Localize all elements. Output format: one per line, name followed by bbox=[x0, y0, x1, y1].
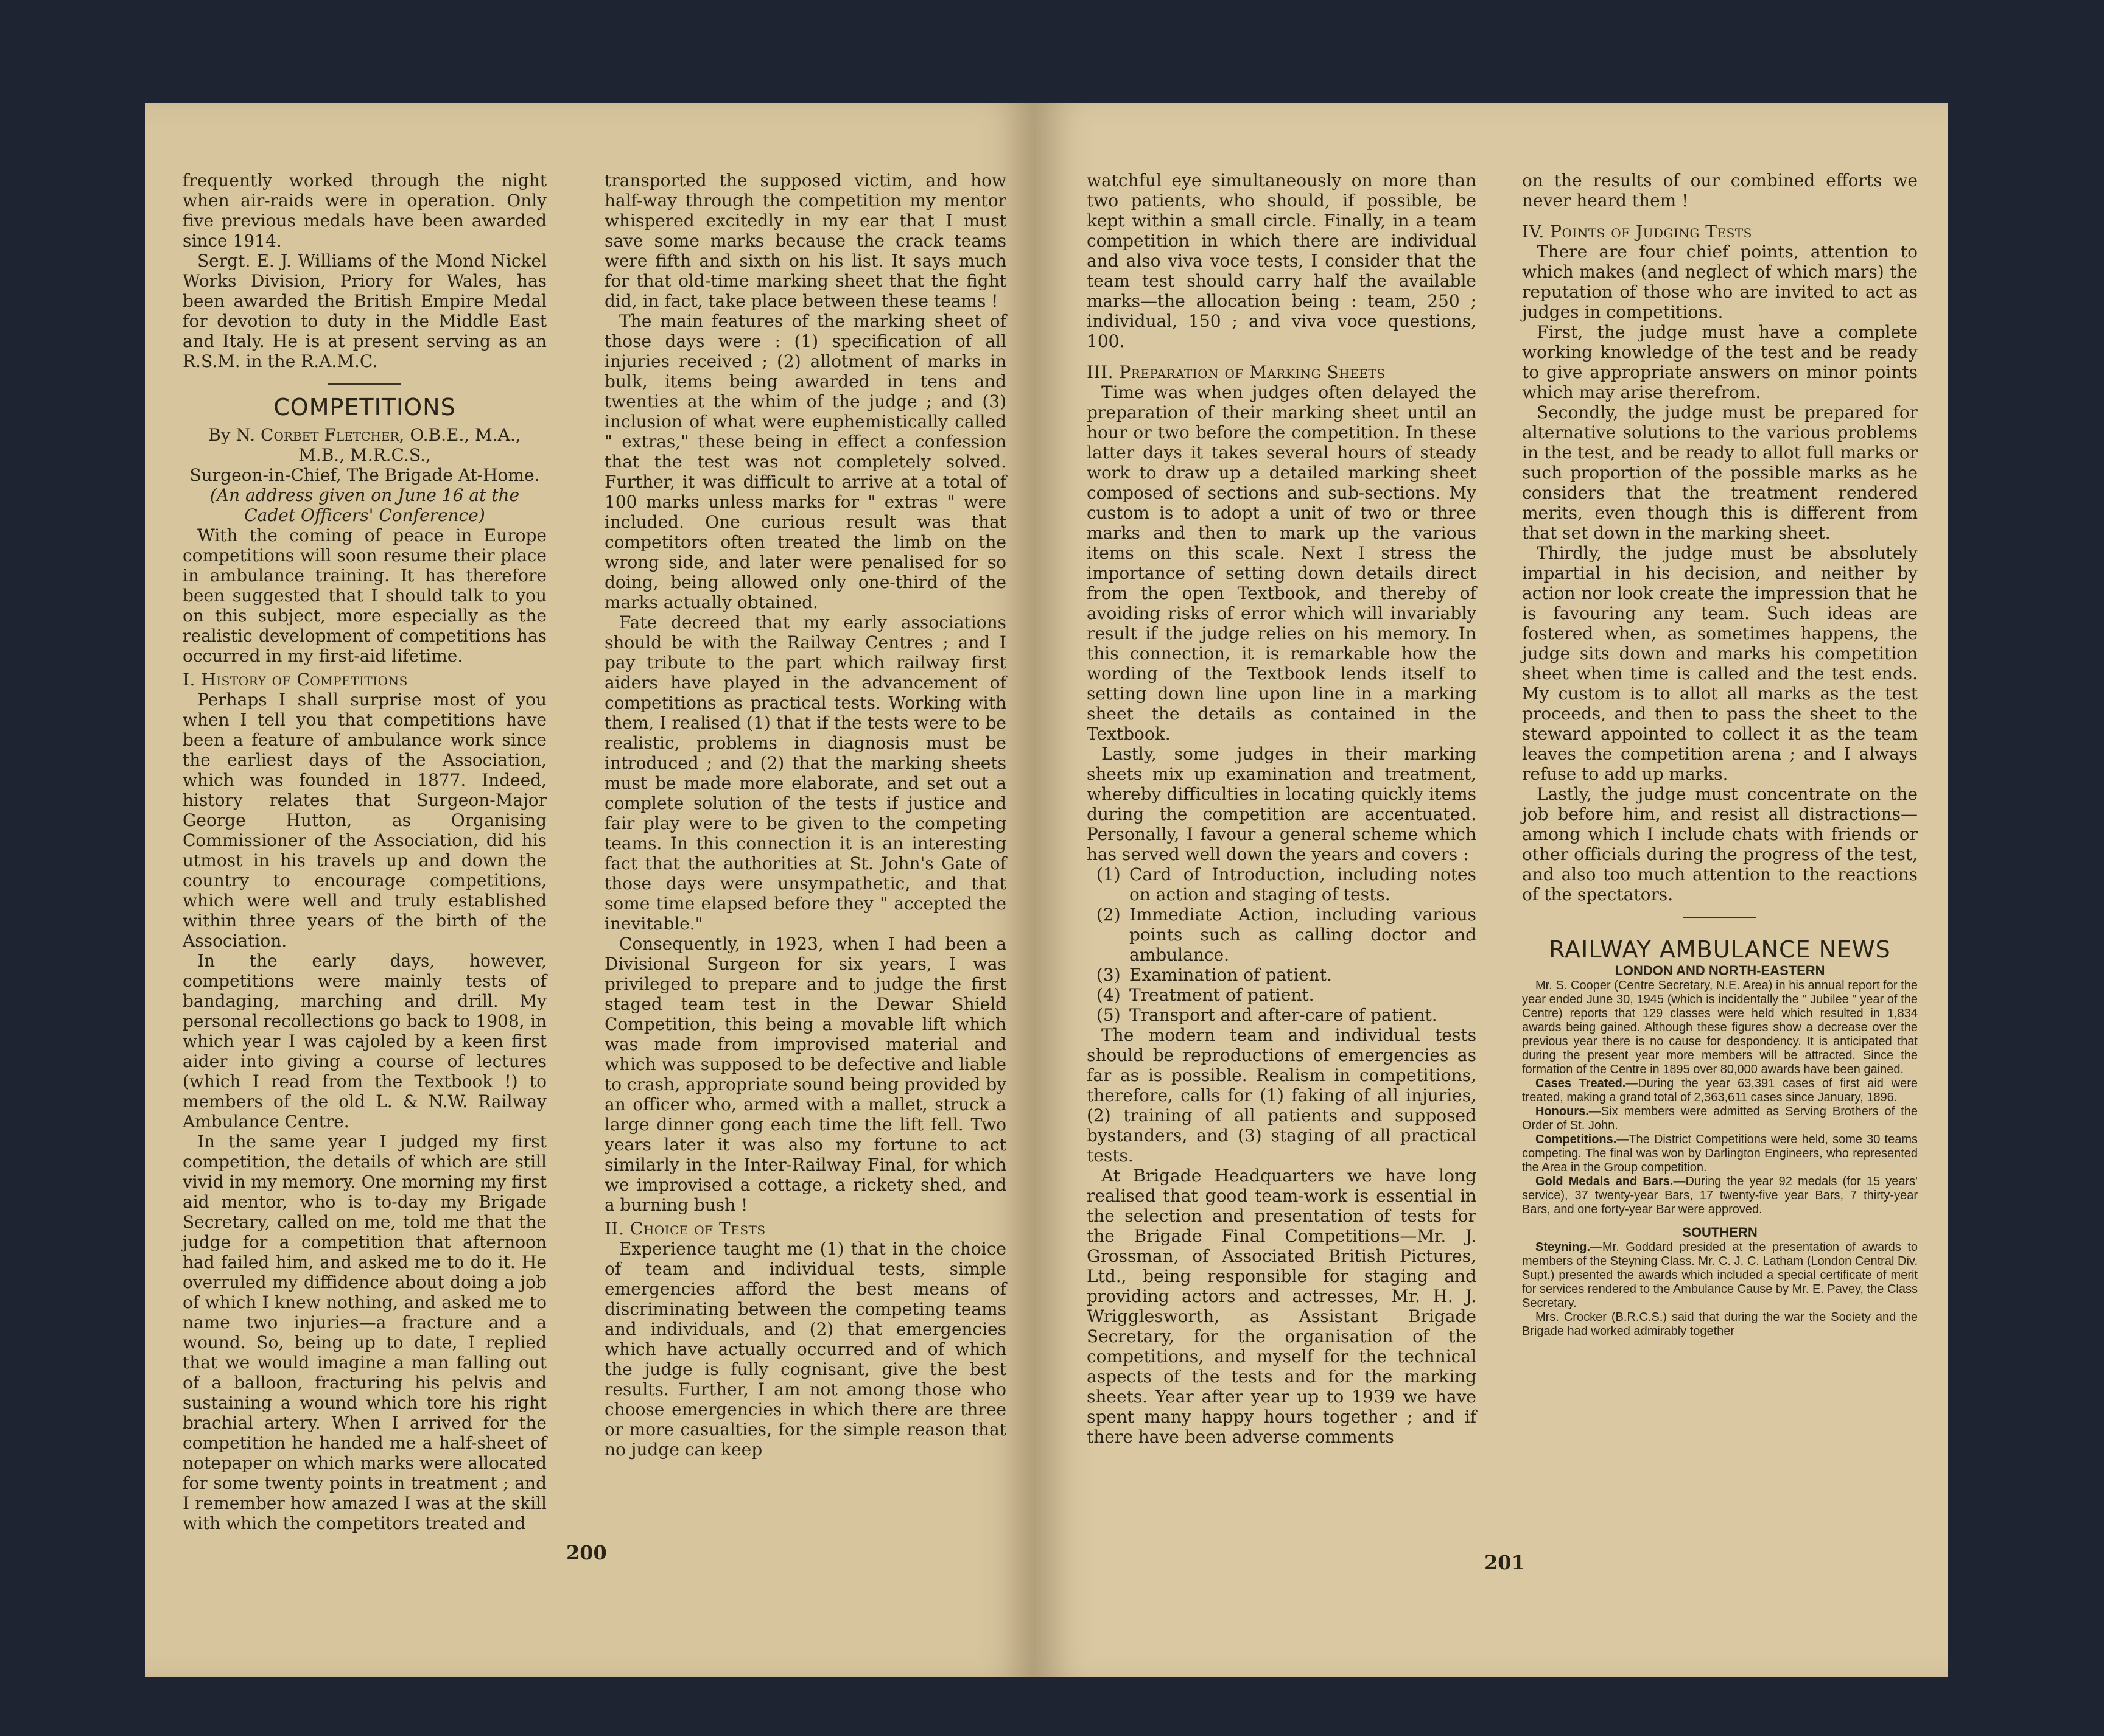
paragraph: Time was when judges often delayed the preparation of their marking sheet until an hour or two before the competition. In these latter days it takes several hours of steady work to draw up a detailed marking sheet composed of sections and sub-sections. My custom is to adopt a unit of two or three marks and then to mark up the various items on this scale. Next I stress the importance of setting down details direct from the open Textbook, and thereby of avoiding risks of error which will invariably result if the judge relies on his memory. In this connection, it is remarkable how the wording of the Textbook lends itself to setting down line upon line in a marking sheet the details as contained in the Textbook. bbox=[1087, 382, 1476, 744]
list-item: (1) Card of Introduction, including notes on action and staging of tests. bbox=[1096, 864, 1476, 905]
paragraph: Perhaps I shall surprise most of you when I tell you that competitions have been a feature of ambulance work since the earliest days of the Association, which was founded in 1877. Indeed, history relates that Surgeon-Major George Hutton, as Organising Commissioner of the Association, did his utmost in his travels up and down the country to encourage competitions, which were well and truly established within three years of the birth of the Association. bbox=[183, 690, 547, 951]
news-item: Gold Medals and Bars.—During the year 92 medals (for 15 years' service), 37 twenty-year Bars, 17 twenty-five year Bars, 7 thirty-year Bars, and one forty-year Bar were approved. bbox=[1522, 1175, 1918, 1216]
paragraph: There are four chief points, attention to which makes (and neglect of which mars) the reputation of those who are invited to act as judges in competitions. bbox=[1522, 242, 1918, 322]
region-heading: SOUTHERN bbox=[1682, 1225, 1758, 1240]
author-role: Surgeon-in-Chief, The Brigade At-Home. bbox=[189, 465, 540, 485]
right-column-2 bbox=[1522, 170, 1918, 1339]
list-item: (4) Treatment of patient. bbox=[1096, 985, 1314, 1005]
author-credentials: , O.B.E., M.A., M.B., M.R.C.S., bbox=[298, 425, 521, 465]
list-item: (5) Transport and after-care of patient. bbox=[1096, 1005, 1437, 1025]
paragraph: Lastly, the judge must concentrate on the job before him, and resist all distractions—among which I include chats with friends or other officials during the progress of the test, and also too much attention to the reactions of the spectators. bbox=[1522, 784, 1918, 905]
paragraph: Thirdly, the judge must be absolutely impartial in his decision, and neither by action nor look create the impression that he is favouring any team. Such ideas are fostered when, as sometimes happens, the judge sits down and marks his competition sheet when time is called and the test ends. My custom is to allot all marks as the test proceeds, and then to pass the sheet to the steward appointed to collect it as the team leaves the competition arena ; and I always refuse to add up marks. bbox=[1522, 543, 1918, 784]
paragraph: With the coming of peace in Europe competitions will soon resume their place in ambulance training. It has therefore been suggested that I should talk to you on this subject, more especially as the realistic development of competitions has occurred in my first-aid lifetime. bbox=[183, 525, 547, 666]
left-column-1 bbox=[183, 170, 547, 1533]
news-item: Mr. S. Cooper (Centre Secretary, N.E. Area) in his annual report for the year ended June 30, 1945 (which is incidentally the " Jubilee " year of the Centre) reports that 129 classes were held which resulted in 1,834 awards being gained. Although these figures show a decrease over the previous year there is no cause for despondency. It is anticipated that during the present year more members will be attracted. Since the formation of the Centre in 1895 over 80,000 awards have been gained. bbox=[1522, 979, 1918, 1076]
news-item: Mrs. Crocker (B.R.C.S.) said that during the war the Society and the Brigade had worked admirably together bbox=[1522, 1311, 1918, 1338]
divider bbox=[328, 383, 401, 385]
paragraph: The main features of the marking sheet of those days were : (1) specification of all injuries received ; (2) allotment of marks in bulk, items being awarded in tens and twenties at the whim of the judge ; and (3) inclusion of what were euphemistically called " extras," these being in effect a confession that the test was not completely solved. Further, it was difficult to arrive at a total of 100 marks unless marks for " extras " were included. One curious result was that competitors often treated the limb on the wrong side, and later were penalised for so doing, being allowed only one-third of the marks actually obtained. bbox=[605, 311, 1006, 612]
section-heading: IV. Points of Judging Tests bbox=[1522, 222, 1752, 242]
left-page bbox=[145, 103, 1035, 1677]
paragraph: transported the supposed victim, and how half-way through the competition my mentor whispered excitedly in my ear that I must save some marks because the crack teams were fifth and sixth on his list. It says much for that old-time marking sheet that the fight did, in fact, take place between these teams ! bbox=[605, 170, 1006, 311]
list-item: (2) Immediate Action, including various points such as calling doctor and ambulance. bbox=[1096, 905, 1476, 965]
paragraph: The modern team and individual tests should be reproductions of emergencies as far as is possible. Realism in competitions, therefore, calls for (1) faking of all injuries, (2) training of all patients and supposed bystanders, and (3) staging of all practical tests. bbox=[1087, 1025, 1476, 1166]
railway-news bbox=[1522, 964, 1918, 1339]
article-heading: COMPETITIONS bbox=[273, 394, 456, 421]
right-column-1 bbox=[1087, 170, 1476, 1447]
region-heading: LONDON AND NORTH-EASTERN bbox=[1615, 963, 1825, 978]
news-item: Competitions.—The District Competitions were held, some 30 teams competing. The final was won by Darlington Engineers, who represented the Area in the Group competition. bbox=[1522, 1133, 1918, 1174]
section-heading: III. Preparation of Marking Sheets bbox=[1087, 362, 1386, 382]
left-column-2 bbox=[605, 170, 1006, 1460]
paragraph: Secondly, the judge must be prepared for alternative solutions to the various problems in the test, and be ready to allot full marks or such proportion of the possible marks as he considers that the treatment rendered merits, even though this is different from that set down in the marking sheet. bbox=[1522, 402, 1918, 543]
author-name: N. Corbet Fletcher bbox=[236, 425, 399, 445]
byline bbox=[183, 425, 547, 465]
page-number: 201 bbox=[1484, 1551, 1525, 1574]
paragraph: watchful eye simultaneously on more than two patients, who should, if possible, be kept within a small circle. Finally, in a team competition in which there are individual and also viva voce tests, I consider that the team test should carry half the available marks—the allocation being : team, 250 ; individual, 150 ; and viva voce questions, 100. bbox=[1087, 170, 1476, 351]
paragraph: Lastly, some judges in their marking sheets mix up examination and treatment, whereby difficulties in locating quickly items during the competition are accentuated. Personally, I favour a general scheme which has served well down the years and covers : bbox=[1087, 744, 1476, 864]
paragraph: At Brigade Headquarters we have long realised that good team-work is essential in the selection and presentation of tests for the Brigade Final Competitions—Mr. J. Grossman, of Associated British Pictures, Ltd., being responsible for staging and providing actors and actresses, Mr. H. J. Wrigglesworth, as Assistant Brigade Secretary, for the organisation of the competitions, and myself for the technical aspects of the tests and for the marking sheets. Year after year up to 1939 we have spent many happy hours together ; and if there have been adverse comments bbox=[1087, 1166, 1476, 1447]
paragraph: Experience taught me (1) that in the choice of team and individual tests, simple emergencies afford the best means of discriminating between the competing teams and individuals, and (2) that emergencies which have actually occurred and of which the judge is fully cognisant, give the best results. Further, I am not among those who choose emergencies in which there are three or more casualties, for the simple reason that no judge can keep bbox=[605, 1239, 1006, 1460]
paragraph: First, the judge must have a complete working knowledge of the test and be ready to give appropriate answers on minor points which may arise therefrom. bbox=[1522, 322, 1918, 402]
address-note: (An address given on June 16 at the Cadet Officers' Conference) bbox=[209, 485, 520, 525]
news-item: Cases Treated.—During the year 63,391 cases of first aid were treated, making a grand total of 2,363,611 cases since January, 1896. bbox=[1522, 1077, 1918, 1104]
news-heading: RAILWAY AMBULANCE NEWS bbox=[1549, 936, 1891, 963]
divider bbox=[1683, 917, 1756, 918]
news-item: Honours.—Six members were admitted as Serving Brothers of the Order of St. John. bbox=[1522, 1105, 1918, 1132]
paragraph: In the same year I judged my first competition, the details of which are still vivid in my memory. One morning my first aid mentor, who is to-day my Brigade Secretary, called on me, told me that the judge for a competition that afternoon had failed him, and asked me to do it. He overruled my diffidence about doing a job of which I knew nothing, and asked me to name two injuries—a fracture and a wound. So, being up to date, I replied that we would imagine a man falling out of a balloon, fracturing his pelvis and sustaining a wound which tore his right brachial artery. When I arrived for the competition he handed me a half-sheet of notepaper on which marks were allocated for some twenty points in treatment ; and I remember how amazed I was at the skill with which the competitors treated and bbox=[183, 1132, 547, 1533]
page-number: 200 bbox=[566, 1541, 607, 1564]
list-item: (3) Examination of patient. bbox=[1096, 965, 1332, 985]
news-item: Steyning.—Mr. Goddard presided at the presentation of awards to members of the Steyning Class. Mr. C. J. C. Latham (London Central Div. Supt.) presented the awards which included a special certificate of merit for services rendered to the Ambulance Cause by Mr. E. Pavey, the Class Secretary. bbox=[1522, 1241, 1918, 1310]
williams-paragraph: Sergt. E. J. Williams of the Mond Nickel Works Division, Priory for Wales, has been awarded the British Empire Medal for devotion to duty in the Middle East and Italy. He is at present serving as an R.S.M. in the R.A.M.C. bbox=[183, 251, 547, 371]
section-heading: II. Choice of Tests bbox=[605, 1219, 766, 1239]
intro-paragraph: frequently worked through the night when air-raids were in operation. Only five previous medals have been awarded since 1914. bbox=[183, 170, 547, 251]
section-heading: I. History of Competitions bbox=[183, 670, 408, 690]
paragraph: In the early days, however, competitions were mainly tests of bandaging, marching and drill. My personal recollections go back to 1908, in which year I was cajoled by a keen first aider into giving a course of lectures (which I read from the Textbook !) to members of the old L. & N.W. Railway Ambulance Centre. bbox=[183, 951, 547, 1132]
right-page bbox=[1035, 103, 1948, 1677]
paragraph: Consequently, in 1923, when I had been a Divisional Surgeon for six years, I was privileged to prepare and to judge the first staged team test in the Dewar Shield Competition, this being a movable lift which was made from improvised material and which was supposed to be defective and liable to crash, appropriate sound being provided by an officer who, armed with a mallet, struck a large dinner gong each time the lift fell. Two years later it was also my fortune to act similarly in the Inter-Railway Final, for which we improvised a cottage, a rickety shed, and a burning bush ! bbox=[605, 934, 1006, 1215]
paragraph: Fate decreed that my early associations should be with the Railway Centres ; and I pay tribute to the part which railway first aiders have played in the advancement of competitions as practical tests. Working with them, I realised (1) that if the tests were to be realistic, problems in diagnosis must be introduced ; and (2) that the marking sheets must be made more elaborate, and set out a complete solution of the tests if justice and fair play were to be given to the competing teams. In this connection it is an interesting fact that the authorities at St. John's Gate of those days were unsympathetic, and that some time elapsed before they " accepted the inevitable." bbox=[605, 612, 1006, 934]
byline-by: By bbox=[208, 425, 231, 445]
covers-list bbox=[1087, 864, 1476, 1025]
paragraph: on the results of our combined efforts we never heard them ! bbox=[1522, 170, 1918, 211]
